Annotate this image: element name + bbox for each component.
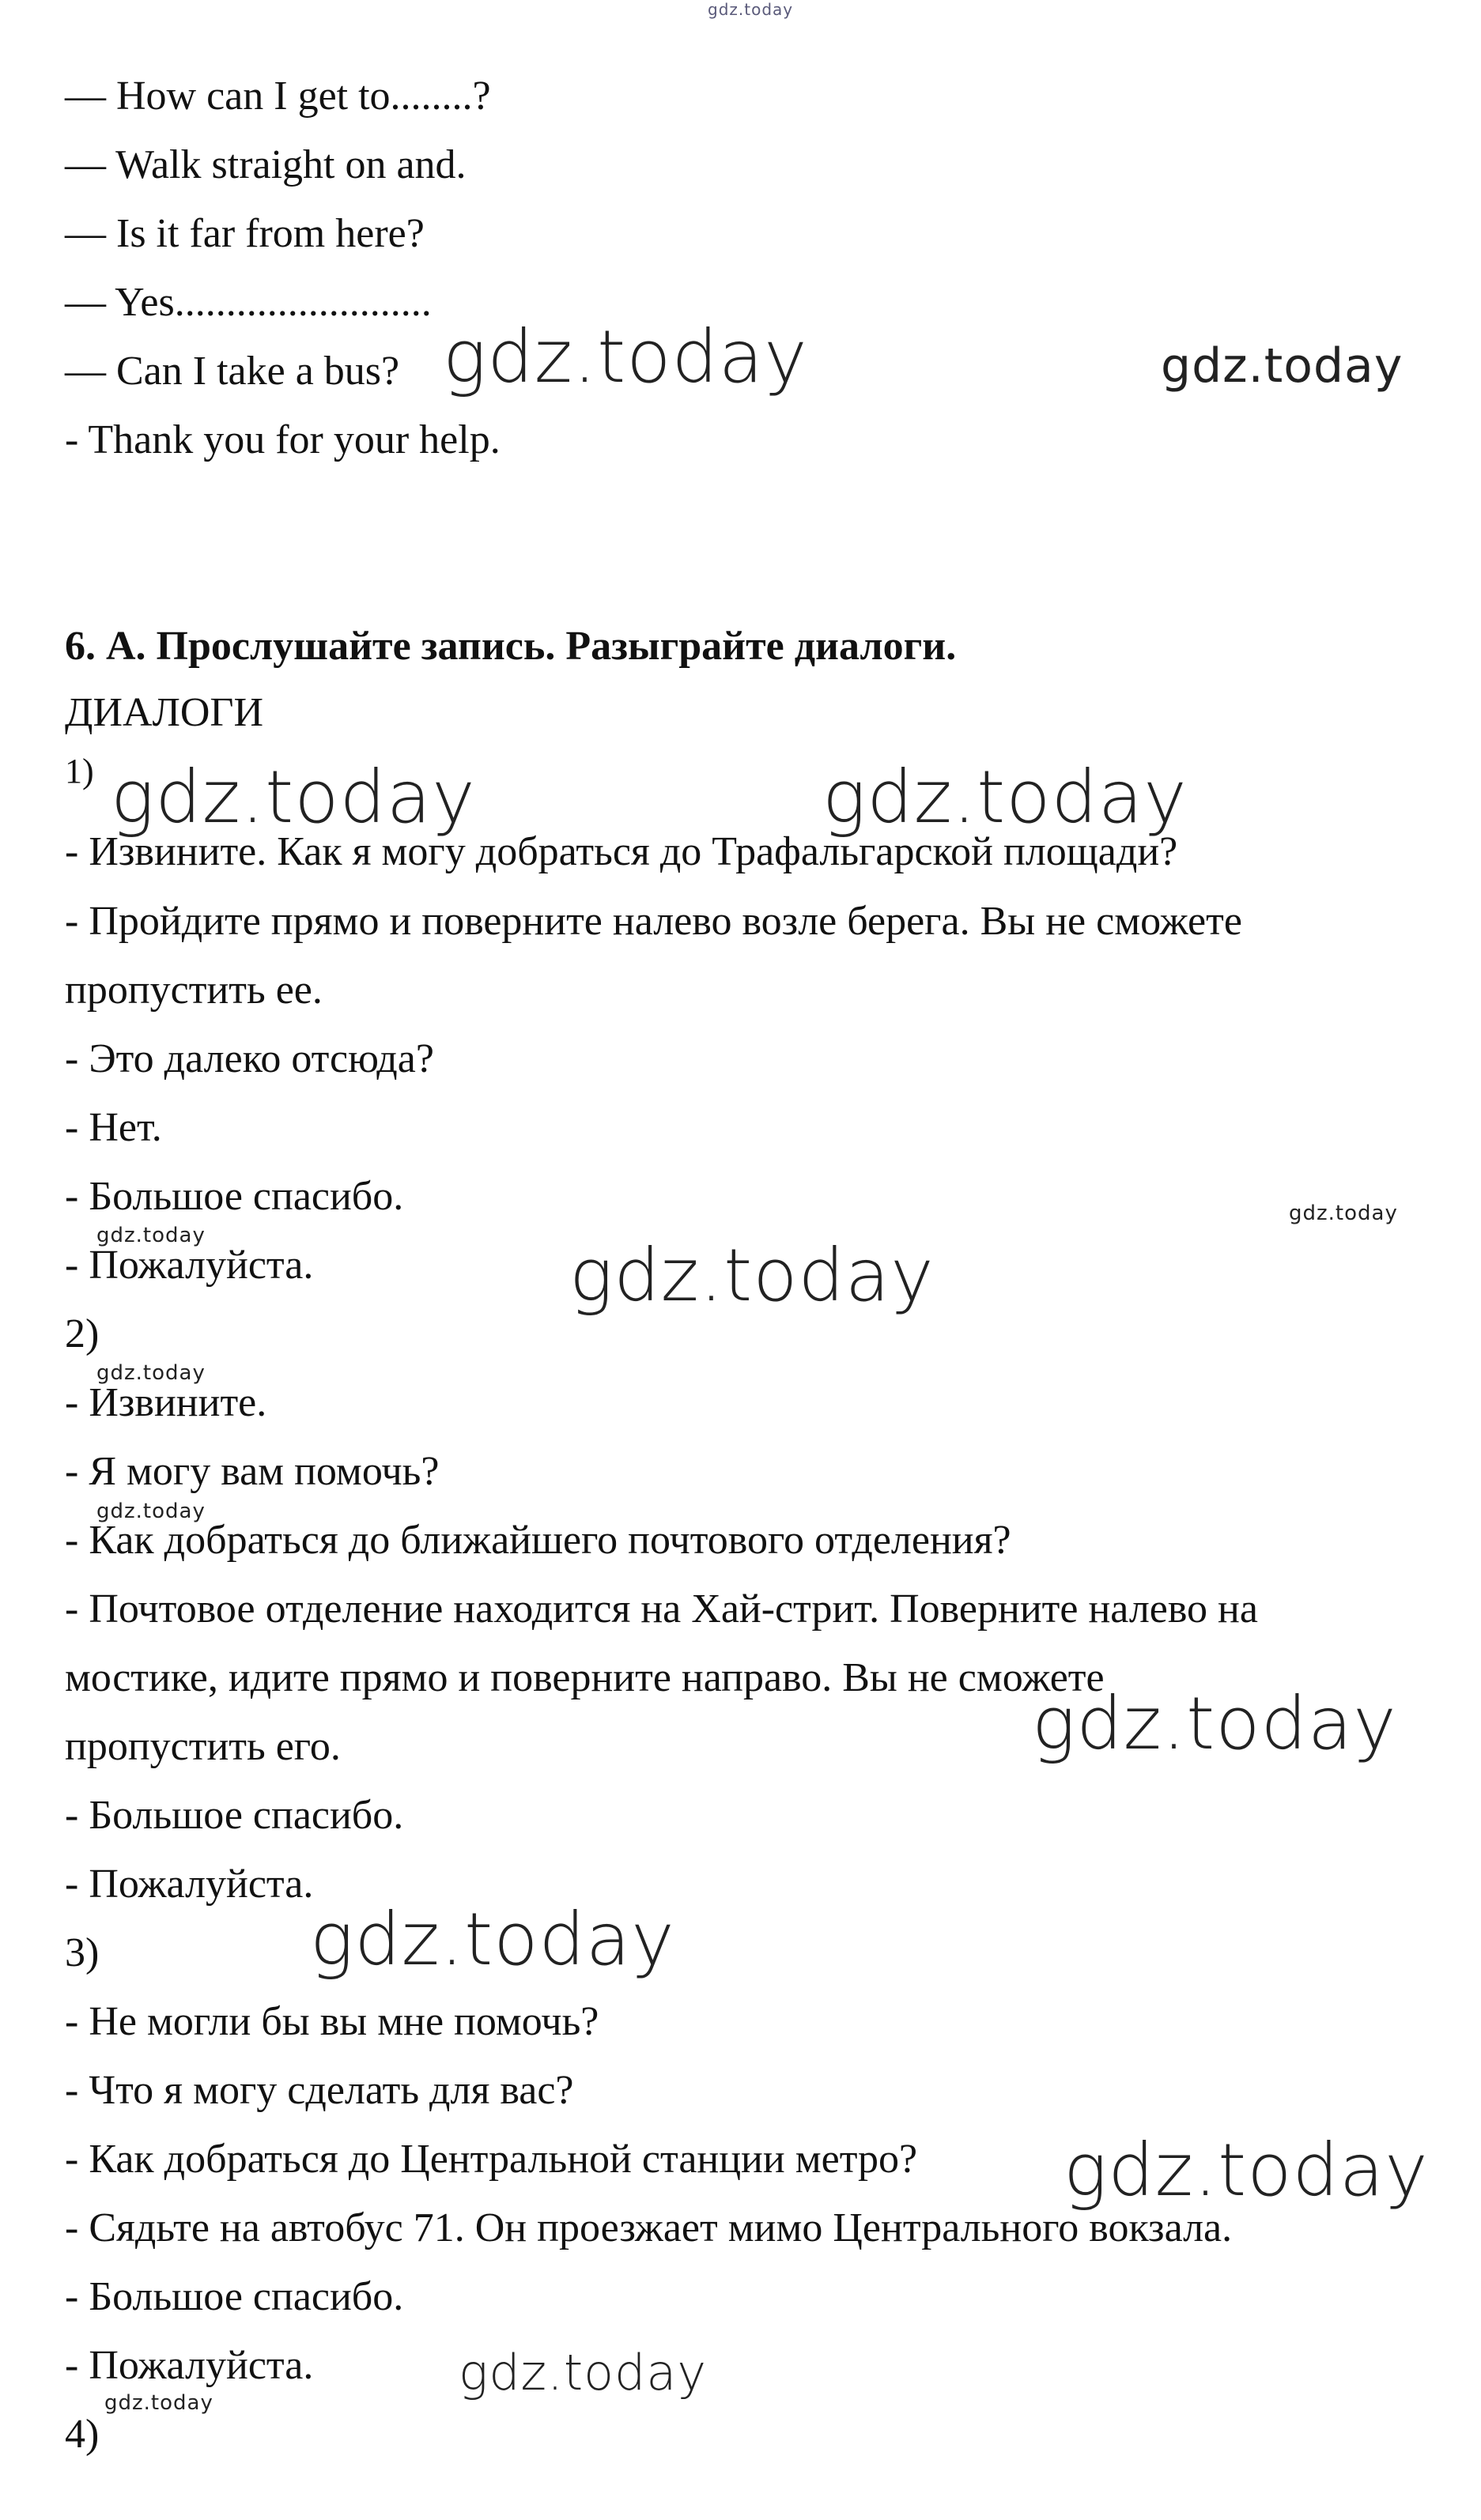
dialogue-3-line-2: - Что я могу сделать для вас? <box>65 2068 574 2113</box>
dialogue-3-line-5: - Большое спасибо. <box>65 2274 404 2319</box>
dialogue-3-line-3: - Как добраться до Центральной станции метро? <box>65 2137 918 2182</box>
dialogue-2-line-7: - Большое спасибо. <box>65 1793 404 1838</box>
watermark-medium: gdz.today <box>459 2344 708 2401</box>
prompt-line-6: - Thank you for your help. <box>65 417 501 462</box>
dialogue-2-line-8: - Пожалуйста. <box>65 1862 314 1907</box>
prompt-line-1: — How can I get to........? <box>65 74 491 119</box>
dialogue-number-3: 3) <box>65 1930 100 1975</box>
dialogue-1-line-1: - Извините. Как я могу добраться до Трафальгарской площади? <box>65 829 1178 874</box>
prompt-line-5: — Can I take a bus? <box>65 349 400 394</box>
watermark-large: gdz.today <box>111 755 476 839</box>
dialogue-1-line-3: пропустить ее. <box>65 968 323 1013</box>
watermark-small: gdz.today <box>96 1224 206 1247</box>
dialogue-1-line-4: - Это далеко отсюда? <box>65 1036 434 1081</box>
exercise-title: 6. А. Прослушайте запись. Разыграйте диалоги. <box>65 624 957 669</box>
dialogue-2-line-5: мостике, идите прямо и поверните направо. Вы не сможете <box>65 1655 1105 1700</box>
dialogue-number-2: 2) <box>65 1311 100 1356</box>
dialogue-2-line-1: - Извините. <box>65 1380 267 1425</box>
dialogue-3-line-6: - Пожалуйста. <box>65 2343 314 2388</box>
watermark-large: gdz.today <box>822 755 1188 839</box>
watermark-large: gdz.today <box>1032 1681 1397 1766</box>
watermark-small: gdz.today <box>96 1361 206 1385</box>
dialogue-1-line-6: - Большое спасибо. <box>65 1174 404 1219</box>
prompt-line-2: — Walk straight on and. <box>65 142 467 187</box>
watermark-large: gdz.today <box>569 1233 935 1318</box>
watermark-small: gdz.today <box>96 1500 206 1523</box>
prompt-line-3: — Is it far from here? <box>65 211 425 256</box>
dialogue-2-line-4: - Почтовое отделение находится на Хай-стрит. Поверните налево на <box>65 1586 1258 1632</box>
watermark-large: gdz.today <box>1064 2128 1429 2213</box>
dialogue-2-line-6: пропустить его. <box>65 1724 341 1769</box>
dialogue-number-4: 4) <box>65 2412 100 2457</box>
dialogue-1-line-7: - Пожалуйста. <box>65 1243 314 1288</box>
section-label: ДИАЛОГИ <box>65 690 264 735</box>
prompt-line-4: — Yes......................... <box>65 280 432 325</box>
watermark-large: gdz.today <box>443 315 808 399</box>
watermark-small: gdz.today <box>104 2391 213 2415</box>
dialogue-3-line-1: - Не могли бы вы мне помочь? <box>65 1999 599 2044</box>
watermark-medium: gdz.today <box>1161 338 1404 394</box>
dialogue-1-line-2: - Пройдите прямо и поверните налево возле берега. Вы не сможете <box>65 899 1242 944</box>
watermark-small: gdz.today <box>1289 1202 1398 1225</box>
dialogue-number-1: 1) <box>65 752 94 790</box>
dialogue-2-line-3: - Как добраться до ближайшего почтового отделения? <box>65 1518 1011 1563</box>
dialogue-1-line-5: - Нет. <box>65 1105 162 1150</box>
watermark-large: gdz.today <box>310 1897 675 1982</box>
watermark-top: gdz.today <box>708 0 794 19</box>
dialogue-3-line-4: - Сядьте на автобус 71. Он проезжает мимо Центрального вокзала. <box>65 2205 1233 2250</box>
dialogue-2-line-2: - Я могу вам помочь? <box>65 1449 440 1494</box>
